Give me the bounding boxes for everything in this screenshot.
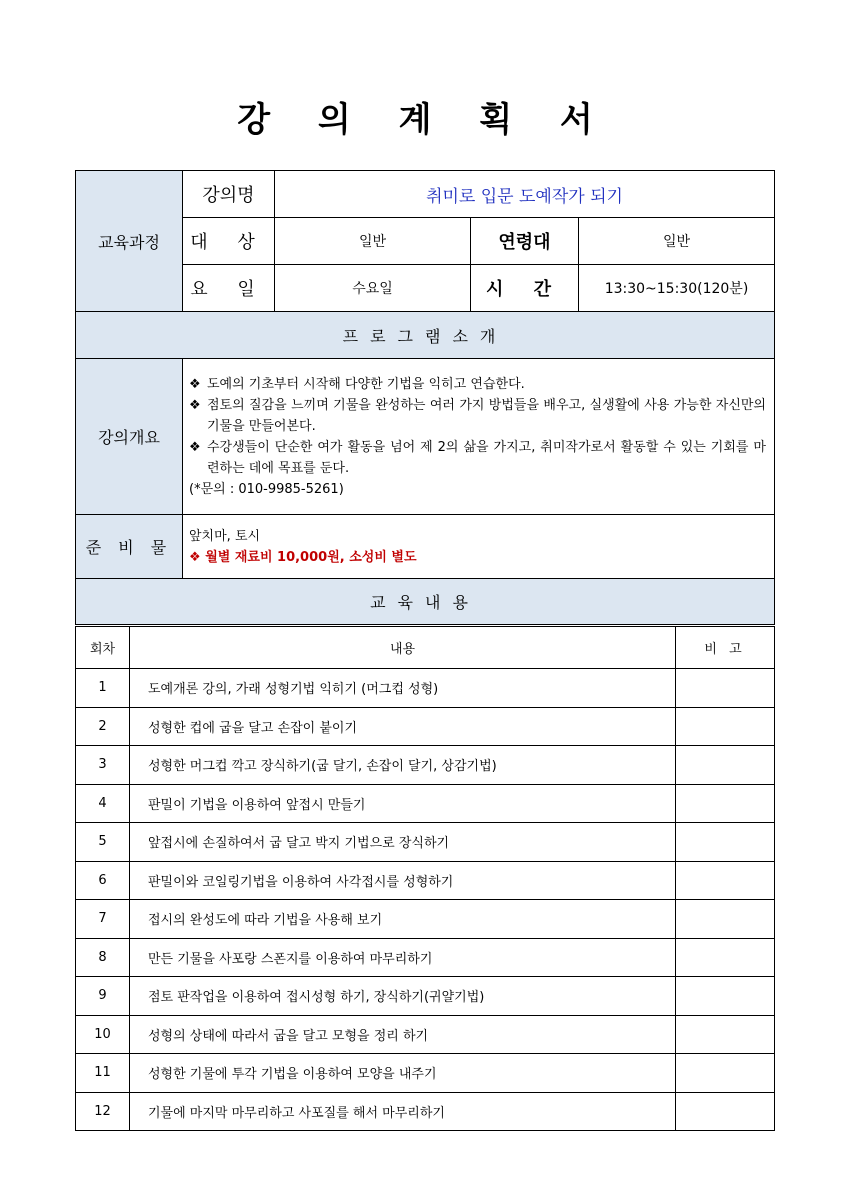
- lesson-header-note: 비 고: [676, 627, 775, 669]
- course-section-label: 교육과정: [76, 171, 183, 312]
- lesson-table: [75, 626, 775, 1131]
- table-row: 5 앞접시에 손질하여서 굽 달고 박지 기법으로 장식하기: [76, 823, 775, 862]
- table-row: 8 만든 기물을 사포랑 스폰지를 이용하여 마무리하기: [76, 938, 775, 977]
- table-row: 11 성형한 기물에 투각 기법을 이용하여 모양을 내주기: [76, 1054, 775, 1093]
- overview-bullet: ❖ 수강생들이 단순한 여가 활동을 넘어 제 2의 삶을 가지고, 취미작가로서 활동할 수 있는 기회를 마련하는 데에 목표를 둔다.: [189, 437, 766, 479]
- bullet-marker: ❖: [189, 376, 201, 392]
- bullet-marker: ❖: [189, 397, 201, 413]
- lesson-header-no: 회차: [76, 627, 130, 669]
- table-row: 10 성형의 상태에 따라서 굽을 달고 모형을 정리 하기: [76, 1015, 775, 1054]
- overview-bullet: ❖ 점토의 질감을 느끼며 기물을 완성하는 여러 가지 방법들을 배우고, 실생활에 사용 가능한 자신만의 기물을 만들어본다.: [189, 395, 766, 437]
- age-value: 일반: [579, 218, 775, 265]
- target-label: 대 상: [183, 218, 275, 265]
- supplies-content: [183, 515, 775, 579]
- bullet-marker: ❖: [189, 549, 201, 565]
- table-row: 2 성형한 컵에 굽을 달고 손잡이 붙이기: [76, 707, 775, 746]
- lesson-header-content: 내용: [130, 627, 676, 669]
- table-row: 4 판밀이 기법을 이용하여 앞접시 만들기: [76, 784, 775, 823]
- bullet-marker: ❖: [189, 439, 201, 455]
- table-row: 3 성형한 머그컵 깍고 장식하기(굽 달기, 손잡이 달기, 상감기법): [76, 746, 775, 785]
- day-value: 수요일: [275, 265, 471, 312]
- table-row: 7 접시의 완성도에 따라 기법을 사용해 보기: [76, 900, 775, 939]
- overview-bullet: ❖ 도예의 기초부터 시작해 다양한 기법을 익히고 연습한다.: [189, 374, 766, 395]
- time-value: 13:30~15:30(120분): [579, 265, 775, 312]
- table-row: 12 기물에 마지막 마무리하고 사포질를 해서 마무리하기: [76, 1092, 775, 1131]
- time-label: 시 간: [471, 265, 579, 312]
- course-name-label: 강의명: [183, 171, 275, 218]
- supplies-note: ❖ 월별 재료비 10,000원, 소성비 별도: [189, 549, 417, 565]
- supplies-label: 준 비 물: [76, 515, 183, 579]
- overview-content: [183, 359, 775, 515]
- page-title: 강 의 계 획 서: [237, 100, 611, 140]
- course-name: 취미로 입문 도예작가 되기: [275, 171, 775, 218]
- age-label: 연령대: [471, 218, 579, 265]
- table-row: 9 점토 판작업을 이용하여 접시성형 하기, 장식하기(귀얄기법): [76, 977, 775, 1016]
- contact-info: (*문의 : 010-9985-5261): [189, 481, 344, 497]
- table-row: 1 도예개론 강의, 가래 성형기법 익히기 (머그컵 성형): [76, 669, 775, 708]
- education-content-header: 교육내용: [76, 579, 775, 625]
- course-info-table: [75, 170, 775, 625]
- day-label: 요 일: [183, 265, 275, 312]
- overview-label: 강의개요: [76, 359, 183, 515]
- table-row: 6 판밀이와 코일링기법을 이용하여 사각접시를 성형하기: [76, 861, 775, 900]
- supplies-items: 앞치마, 토시: [189, 528, 261, 544]
- target-value: 일반: [275, 218, 471, 265]
- program-intro-header: 프로그램소개: [76, 312, 775, 359]
